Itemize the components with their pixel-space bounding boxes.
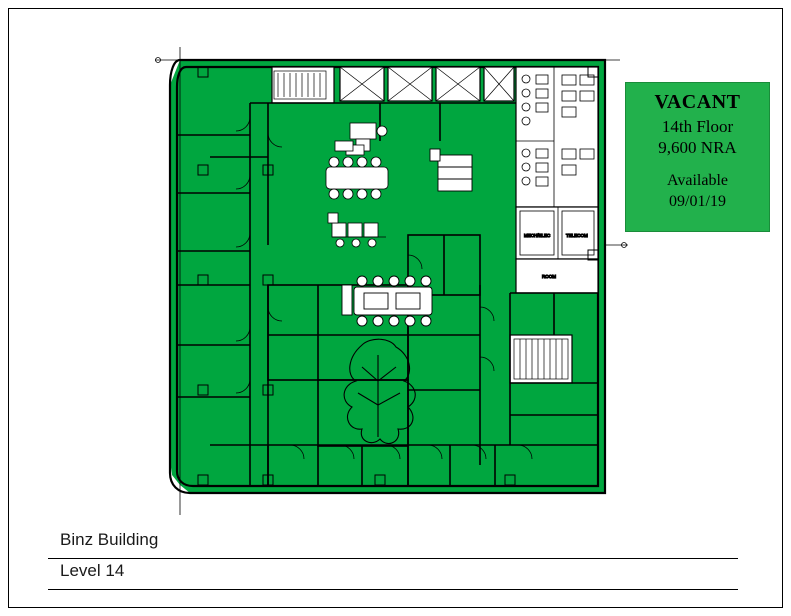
north-structures [272,67,514,103]
building-name-row [48,528,738,559]
svg-text:TELECOM: TELECOM [566,233,588,238]
vacancy-floor: 14th Floor [661,117,734,136]
vacancy-available-label: Available [666,172,728,189]
floorplan-drawing [150,45,630,515]
title-block [48,528,738,590]
vacancy-status: VACANT [654,91,741,113]
building-name: Binz Building [60,530,159,549]
title-divider-bottom [48,589,738,590]
vacancy-area: 9,600 NRA [658,138,737,157]
svg-text:ROOM: ROOM [542,274,556,279]
svg-text:MECH/ELEC: MECH/ELEC [524,233,551,238]
level-label: Level 14 [60,561,125,580]
stair-south [510,335,572,383]
core-service-rooms [516,207,598,293]
level-row [48,559,738,590]
vacancy-available-date: 09/01/19 [669,193,726,210]
vacancy-callout [625,82,770,232]
vacancy-spacer [626,158,769,170]
restroom-core [516,67,598,207]
